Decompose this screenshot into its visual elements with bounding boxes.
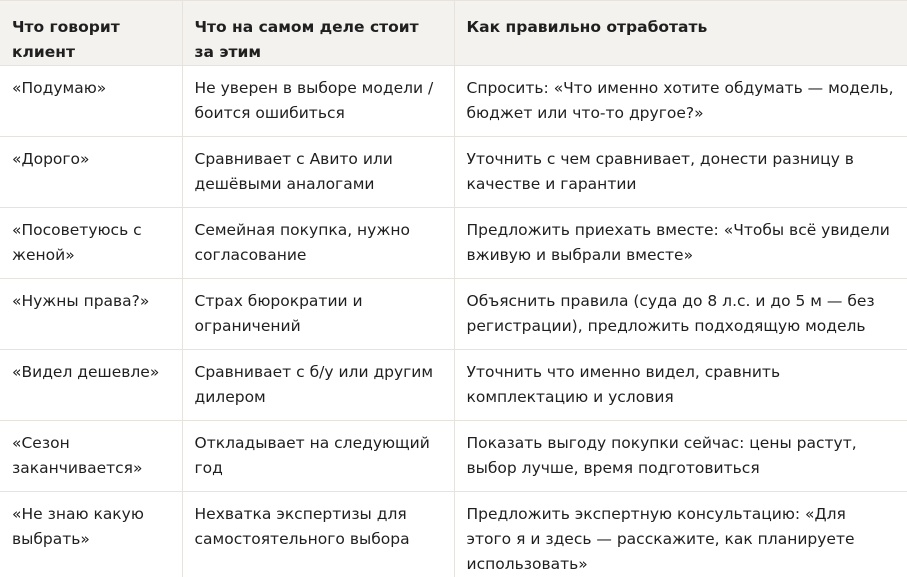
header-client-says: Что говорит клиент xyxy=(0,1,182,66)
cell-how-to-handle: Спросить: «Что именно хотите обдумать — модель, бюджет или что-то другое?» xyxy=(454,66,907,137)
cell-what-is-behind: Откладывает на следующий год xyxy=(182,421,454,492)
cell-what-is-behind: Сравнивает с б/у или другим дилером xyxy=(182,350,454,421)
cell-how-to-handle: Уточнить с чем сравнивает, донести разницу в качестве и гарантии xyxy=(454,137,907,208)
cell-client-says: «Видел дешевле» xyxy=(0,350,182,421)
table-row xyxy=(0,137,907,208)
cell-what-is-behind: Страх бюрократии и ограничений xyxy=(182,279,454,350)
cell-how-to-handle: Объяснить правила (суда до 8 л.с. и до 5 м — без регистрации), предложить подходящую модель xyxy=(454,279,907,350)
table-row xyxy=(0,421,907,492)
cell-client-says: «Подумаю» xyxy=(0,66,182,137)
cell-how-to-handle: Показать выгоду покупки сейчас: цены растут, выбор лучше, время подготовиться xyxy=(454,421,907,492)
table-row xyxy=(0,279,907,350)
cell-how-to-handle: Предложить приехать вместе: «Чтобы всё увидели вживую и выбрали вместе» xyxy=(454,208,907,279)
cell-client-says: «Сезон заканчивается» xyxy=(0,421,182,492)
table-row xyxy=(0,208,907,279)
cell-what-is-behind: Сравнивает с Авито или дешёвыми аналогами xyxy=(182,137,454,208)
header-how-to-handle: Как правильно отработать xyxy=(454,1,907,66)
cell-client-says: «Посоветуюсь с женой» xyxy=(0,208,182,279)
cell-client-says: «Не знаю какую выбрать» xyxy=(0,492,182,577)
cell-what-is-behind: Нехватка экспертизы для самостоятельного выбора xyxy=(182,492,454,577)
table-row xyxy=(0,66,907,137)
cell-what-is-behind: Семейная покупка, нужно согласование xyxy=(182,208,454,279)
cell-client-says: «Нужны права?» xyxy=(0,279,182,350)
table-row xyxy=(0,492,907,577)
table-row xyxy=(0,350,907,421)
cell-how-to-handle: Уточнить что именно видел, сравнить комплектацию и условия xyxy=(454,350,907,421)
table-header-row xyxy=(0,1,907,66)
header-what-is-behind: Что на самом деле стоит за этим xyxy=(182,1,454,66)
cell-what-is-behind: Не уверен в выборе модели / боится ошибиться xyxy=(182,66,454,137)
cell-how-to-handle: Предложить экспертную консультацию: «Для этого я и здесь — расскажите, как планируете использовать» xyxy=(454,492,907,577)
cell-client-says: «Дорого» xyxy=(0,137,182,208)
